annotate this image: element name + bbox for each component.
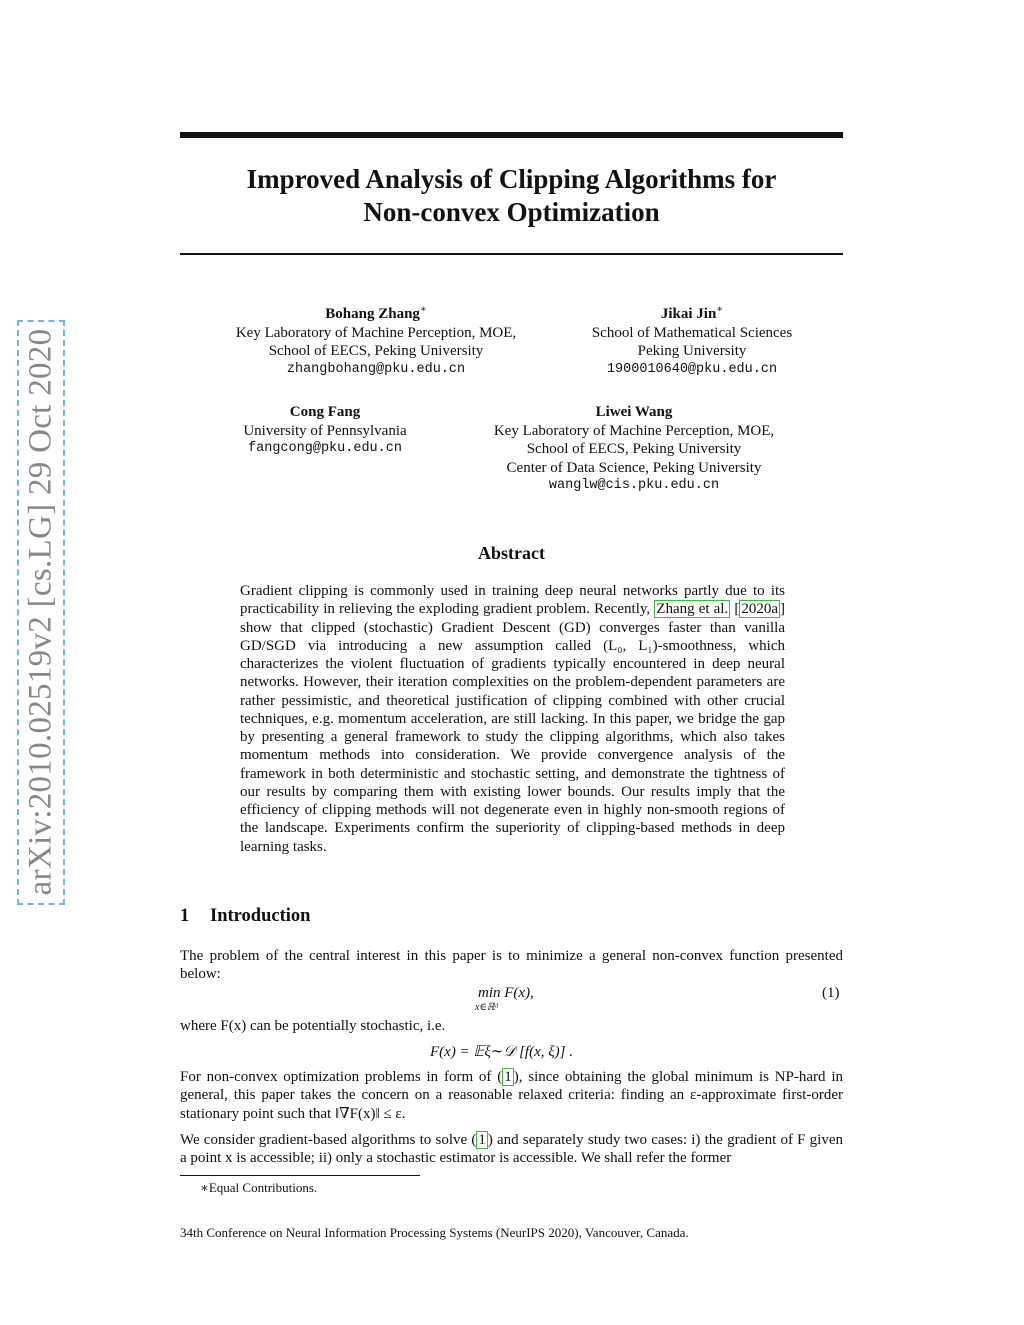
author-affiliation: School of Mathematical Sciences xyxy=(591,324,793,341)
paper-title xyxy=(180,163,843,229)
section-heading xyxy=(180,906,310,927)
abstract-text: show that clipped (stochastic) Gradient Descent (GD) converges faster than vanilla GD/SGD via introducing a new assumption called (L₀, L₁)-smoothness, which characterizes the violent fluctuation of gradients typically encountered in deep neural networks. However, their iteration complexities on the problem-dependent parameters are rather pessimistic, and theoretical justification of clipping combined with other crucial techniques, e.g. momentum acceleration, are still lacking. In this paper, we bridge the gap by presenting a general framework to study the clipping algorithms, which also takes momentum methods into consideration. We provide convergence analysis of the framework in both deterministic and stochastic setting, and demonstrate the tightness of our results by comparing them with existing lower bounds. Our results imply that the efficiency of clipping methods will not degenerate even in highly non-smooth regions of the landscape. Experiments confirm the superiority of clipping-based methods in deep learning tasks. xyxy=(240,619,785,855)
paragraph xyxy=(180,1131,843,1168)
paragraph: where F(x) can be potentially stochastic, i.e. xyxy=(180,1018,446,1034)
author-email[interactable]: wanglw@cis.pku.edu.cn xyxy=(548,478,720,493)
abstract-heading: Abstract xyxy=(478,543,545,563)
paragraph-text: For non-convex optimization problems in form of ( xyxy=(180,1069,503,1085)
author-block-1 xyxy=(221,301,531,379)
author-block-4 xyxy=(474,403,794,496)
author-name: Liwei Wang xyxy=(595,404,673,420)
title-line-2: Non-convex Optimization xyxy=(363,197,660,227)
equation-2: F(x) = 𝔼ξ∼𝒟 [f(x, ξ)] . xyxy=(430,1044,574,1060)
paragraph-text: We consider gradient-based algorithms to solve ( xyxy=(180,1132,477,1148)
equation-main: min F(x), xyxy=(478,985,534,1001)
author-block-3 xyxy=(230,403,420,459)
author-name: Jikai Jin∗ xyxy=(660,304,724,322)
section-title: Introduction xyxy=(210,906,311,926)
author-name: Bohang Zhang∗ xyxy=(325,304,427,322)
conference-note: 34th Conference on Neural Information Processing Systems (NeurIPS 2020), Vancouver, Canada. xyxy=(180,1225,689,1240)
section-number: 1 xyxy=(180,906,190,926)
author-block-2 xyxy=(577,301,807,379)
abstract-text: Gradient clipping is commonly used in training deep neural networks partly due to its practicability in relieving the exploding gradient problem. Recently, xyxy=(240,583,785,618)
equation-ref-link[interactable]: 1 xyxy=(504,1069,512,1085)
abstract-body: Gradient clipping is commonly used in training deep neural networks partly due to its practicability in relieving the exploding gradient problem. Recently, Zhang et al. [ 2020a ] show that clipped (stochastic) Gradient Descent (GD) converges faster than vanilla GD/SGD via introducing a new assumption called (L₀, L₁)-smoothness, which characterizes the violent fluctuation of gradients typically encountered in deep neural networks. However, their iteration complexities on the problem-dependent parameters are rather pessimistic, and theoretical justification of clipping combined with other crucial techniques, e.g. momentum acceleration, are still lacking. In this paper, we bridge the gap by presenting a general framework to study the clipping algorithms, which also takes momentum methods into consideration. We provide convergence analysis of the framework in both deterministic and stochastic setting, and demonstrate the tightness of our results by comparing them with existing lower bounds. Our results imply that the efficiency of clipping methods will not degenerate even in highly non-smooth regions of the landscape. Experiments confirm the superiority of clipping-based methods in deep learning tasks. xyxy=(240,583,785,855)
equation-ref-link[interactable]: 1 xyxy=(478,1132,486,1148)
author-affiliation: Peking University xyxy=(637,343,747,359)
arxiv-stamp: arXiv:2010.02519v2 [cs.LG] 29 Oct 2020 xyxy=(22,328,59,896)
citation-link[interactable]: Zhang et al. xyxy=(656,601,729,618)
equation-1-subscript: x∈ℝᵈ xyxy=(475,1002,498,1013)
equation-label: (1) xyxy=(822,985,840,1001)
title-line-1: Improved Analysis of Clipping Algorithms for xyxy=(246,164,777,194)
author-name: Cong Fang xyxy=(289,404,361,420)
author-email[interactable]: fangcong@pku.edu.cn xyxy=(248,441,402,456)
paragraph: The problem of the central interest in this paper is to minimize a general non-convex function presented below: xyxy=(180,948,843,983)
footnote-rule xyxy=(180,1175,420,1176)
paragraph xyxy=(180,1068,843,1123)
author-affiliation: Key Laboratory of Machine Perception, MOE, xyxy=(493,422,775,439)
author-affiliation: School of EECS, Peking University xyxy=(268,343,484,359)
paragraph-text: ), since obtaining the global minimum is NP-hard in general, this paper takes the concern on a reasonable relaxed criteria: finding an ε-approximate first-order stationary point such that ‖∇F(x)‖ ≤ ε. xyxy=(180,1069,843,1122)
footnote: ∗Equal Contributions. xyxy=(200,1180,318,1195)
author-affiliation: University of Pennsylvania xyxy=(243,422,407,439)
equation-1 xyxy=(478,985,534,1002)
author-affiliation: Center of Data Science, Peking University xyxy=(506,459,762,476)
title-top-rule xyxy=(180,132,843,138)
paragraph-text: ) and separately study two cases: i) the gradient of F given a point x is accessible; ii) only a stochastic estimator is accessible. We shall refer the former xyxy=(180,1132,843,1167)
author-email[interactable]: zhangbohang@pku.edu.cn xyxy=(286,361,466,377)
citation-year-link[interactable]: 2020a xyxy=(741,601,778,618)
author-affiliation: Key Laboratory of Machine Perception, MOE, xyxy=(235,324,517,341)
author-affiliation: School of EECS, Peking University xyxy=(526,441,742,457)
title-bottom-rule xyxy=(180,253,843,255)
author-email[interactable]: 1900010640@pku.edu.cn xyxy=(606,361,778,377)
